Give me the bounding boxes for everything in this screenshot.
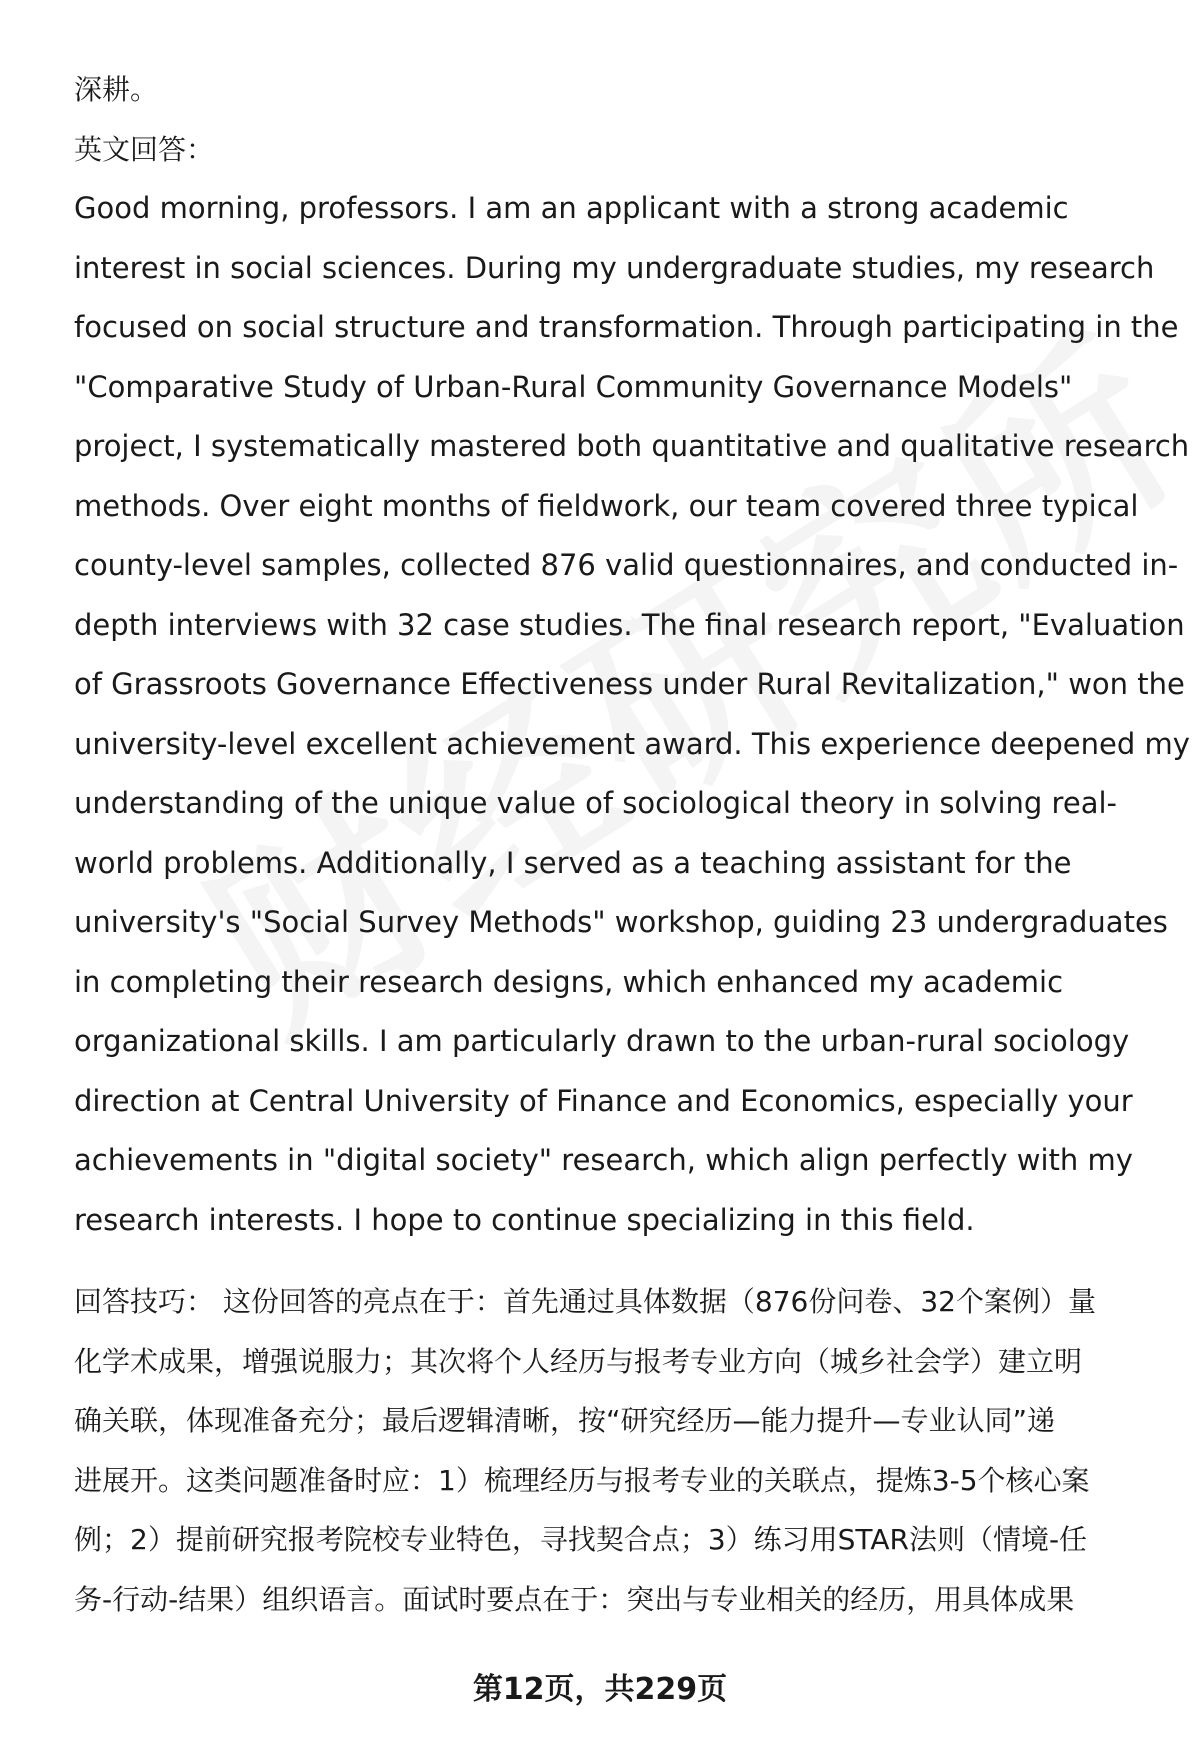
tips-line: 进展开。这类问题准备时应：1）梳理经历与报考专业的关联点，提炼3-5个核心案 [74, 1463, 1090, 1497]
page-content [74, 60, 1190, 1629]
english-answer-line: university-level excellent achievement award. This experience deepened my [74, 726, 1190, 761]
english-answer-line: Good morning, professors. I am an applicant with a strong academic [74, 191, 1069, 225]
tips-line: 回答技巧： 这份回答的亮点在于：首先通过具体数据（876份问卷、32个案例）量 [74, 1285, 1096, 1318]
english-answer-line: of Grassroots Governance Effectiveness under Rural Revitalization," won the [74, 667, 1185, 701]
english-answer-line: direction at Central University of Finance and Economics, especially your [74, 1083, 1133, 1118]
english-answer-line: achievements in "digital society" research, which align perfectly with my [74, 1143, 1133, 1177]
tips-line: 确关联，体现准备充分；最后逻辑清晰，按“研究经历—能力提升—专业认同”递 [74, 1404, 1056, 1437]
tips-line: 务-行动-结果）组织语言。面试时要点在于：突出与专业相关的经历，用具体成果 [74, 1582, 1075, 1616]
answer-tips-paragraph [74, 1272, 1164, 1629]
english-answer-line: project, I systematically mastered both quantitative and qualitative research [74, 429, 1190, 463]
english-answer-line: university's "Social Survey Methods" workshop, guiding 23 undergraduates [74, 905, 1168, 939]
intro-line: 深耕。 [74, 73, 159, 106]
english-answer-line: focused on social structure and transformation. Through participating in the [74, 310, 1179, 344]
english-answer-line: understanding of the unique value of sociological theory in solving real- [74, 786, 1117, 820]
english-answer-line: depth interviews with 32 case studies. The final research report, "Evaluation [74, 607, 1185, 642]
page-number-footer: 第12页，共229页 [472, 1672, 728, 1707]
tips-line: 例；2）提前研究报考院校专业特色，寻找契合点；3）练习用STAR法则（情境-任 [74, 1523, 1088, 1556]
tips-line: 化学术成果，增强说服力；其次将个人经历与报考专业方向（城乡社会学）建立明 [74, 1344, 1083, 1378]
english-answer-label: 英文回答： [74, 132, 215, 166]
english-answer-line: methods. Over eight months of fieldwork, our team covered three typical [74, 488, 1139, 523]
english-answer-line: research interests. I hope to continue specializing in this field. [74, 1202, 975, 1237]
english-answer-line: "Comparative Study of Urban-Rural Community Governance Models" [74, 369, 1073, 404]
english-answer-line: world problems. Additionally, I served as a teaching assistant for the [74, 845, 1072, 880]
english-answer-line: organizational skills. I am particularly drawn to the urban-rural sociology [74, 1024, 1130, 1058]
english-answer-paragraph [74, 179, 1190, 1250]
english-answer-line: in completing their research designs, which enhanced my academic [74, 964, 1064, 999]
english-answer-line: county-level samples, collected 876 valid questionnaires, and conducted in- [74, 548, 1179, 582]
english-answer-line: interest in social sciences. During my undergraduate studies, my research [74, 250, 1155, 285]
